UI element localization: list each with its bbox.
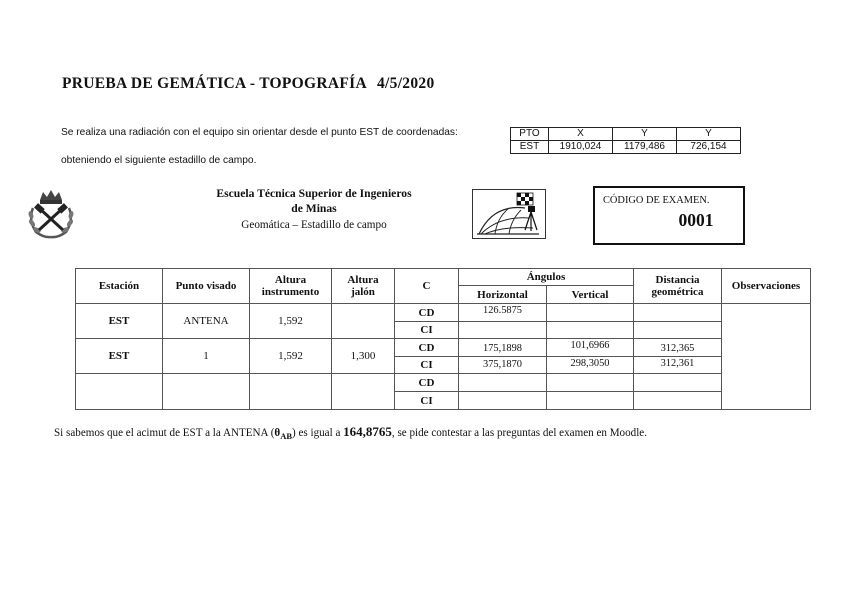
- intro-line-1: Se realiza una radiación con el equipo sin orientar desde el punto EST de coordenadas:: [61, 127, 458, 138]
- cell-estacion: EST: [76, 339, 163, 374]
- footer-text-before: Si sabemos que el acimut de EST a la ANTENA (: [54, 427, 275, 439]
- school-name-line-1: Escuela Técnica Superior de Ingenieros: [216, 187, 412, 200]
- coord-value-z: 726,154: [677, 141, 741, 154]
- coord-header-pto: PTO: [511, 128, 549, 141]
- coordinates-header-row: [511, 128, 741, 141]
- cell-vertical: [547, 304, 634, 322]
- cell-vertical: [547, 392, 634, 410]
- header-c: C: [395, 269, 459, 304]
- cell-distancia: [634, 304, 722, 322]
- coord-header-z: Y: [677, 128, 741, 141]
- exam-code-box: [593, 186, 745, 245]
- cell-altura-instrumento: [250, 374, 332, 410]
- cell-distancia: [634, 392, 722, 410]
- table-row: [76, 374, 811, 392]
- cell-punto-visado: [163, 374, 250, 410]
- page-title: [62, 75, 435, 93]
- cell-punto-visado: ANTENA: [163, 304, 250, 339]
- cell-altura-instrumento: 1,592: [250, 304, 332, 339]
- header-horizontal: Horizontal: [459, 286, 547, 304]
- cell-estacion: EST: [76, 304, 163, 339]
- school-subtitle: Geomática – Estadillo de campo: [241, 219, 387, 231]
- cell-c: CI: [395, 357, 459, 374]
- table-row: [76, 304, 811, 322]
- cell-distancia: 312,365: [634, 339, 722, 357]
- header-angulos: Ángulos: [459, 269, 634, 286]
- coord-value-y: 1179,486: [613, 141, 677, 154]
- school-header: [200, 186, 428, 233]
- footer-text-mid: ) es igual a: [292, 427, 344, 439]
- field-book-table: [75, 268, 811, 410]
- coord-header-x: X: [549, 128, 613, 141]
- cell-estacion: [76, 374, 163, 410]
- cell-vertical: 101,6966: [547, 339, 634, 357]
- cell-horizontal: 126.5875: [459, 304, 547, 322]
- cell-horizontal: [459, 374, 547, 392]
- school-name-line-2: de Minas: [291, 202, 337, 215]
- cell-altura-instrumento: 1,592: [250, 339, 332, 374]
- exam-code-value: 0001: [678, 210, 714, 230]
- coord-header-y: Y: [613, 128, 677, 141]
- cell-horizontal: 175,1898: [459, 339, 547, 357]
- footer-theta-sub: AB: [280, 431, 293, 442]
- header-punto-visado: Punto visado: [163, 269, 250, 304]
- cell-vertical: [547, 374, 634, 392]
- header-distancia: Distancia geométrica: [634, 269, 722, 304]
- cell-vertical: 298,3050: [547, 357, 634, 374]
- footer-azimuth-value: 164,8765: [343, 424, 392, 439]
- header-altura-jalon: Altura jalón: [332, 269, 395, 304]
- coord-value-x: 1910,024: [549, 141, 613, 154]
- cell-altura-jalon: [332, 374, 395, 410]
- title-date: 4/5/2020: [376, 75, 435, 92]
- coordinates-value-row: [511, 141, 741, 154]
- footer-statement: [54, 424, 647, 441]
- cell-altura-jalon: 1,300: [332, 339, 395, 374]
- exam-code-label: CÓDIGO DE EXAMEN.: [603, 195, 710, 206]
- coord-value-pto: EST: [511, 141, 549, 154]
- header-altura-instrumento: Altura instrumento: [250, 269, 332, 304]
- cell-c: CD: [395, 304, 459, 322]
- table-header-row-1: [76, 269, 811, 286]
- table-row: [76, 339, 811, 357]
- cell-horizontal: [459, 392, 547, 410]
- cell-horizontal: [459, 322, 547, 339]
- cell-c: CI: [395, 392, 459, 410]
- cell-distancia: [634, 322, 722, 339]
- footer-text-after: , se pide contestar a las preguntas del examen en Moodle.: [391, 427, 647, 439]
- surveying-globe-logo-icon: [472, 189, 546, 239]
- cell-c: CD: [395, 374, 459, 392]
- header-observaciones: Observaciones: [722, 269, 811, 304]
- title-text: PRUEBA DE GEMÁTICA - TOPOGRAFÍA: [62, 75, 367, 92]
- cell-punto-visado: 1: [163, 339, 250, 374]
- header-vertical: Vertical: [547, 286, 634, 304]
- cell-distancia: [634, 374, 722, 392]
- cell-altura-jalon: [332, 304, 395, 339]
- cell-c: CI: [395, 322, 459, 339]
- coordinates-table: [510, 127, 741, 154]
- university-crest-icon: [24, 188, 78, 240]
- cell-c: CD: [395, 339, 459, 357]
- intro-line-2: obteniendo el siguiente estadillo de campo.: [61, 155, 257, 166]
- footer-theta: θ: [274, 427, 281, 439]
- cell-observaciones: [722, 304, 811, 410]
- cell-horizontal: 375,1870: [459, 357, 547, 374]
- header-estacion: Estación: [76, 269, 163, 304]
- cell-vertical: [547, 322, 634, 339]
- cell-distancia: 312,361: [634, 357, 722, 374]
